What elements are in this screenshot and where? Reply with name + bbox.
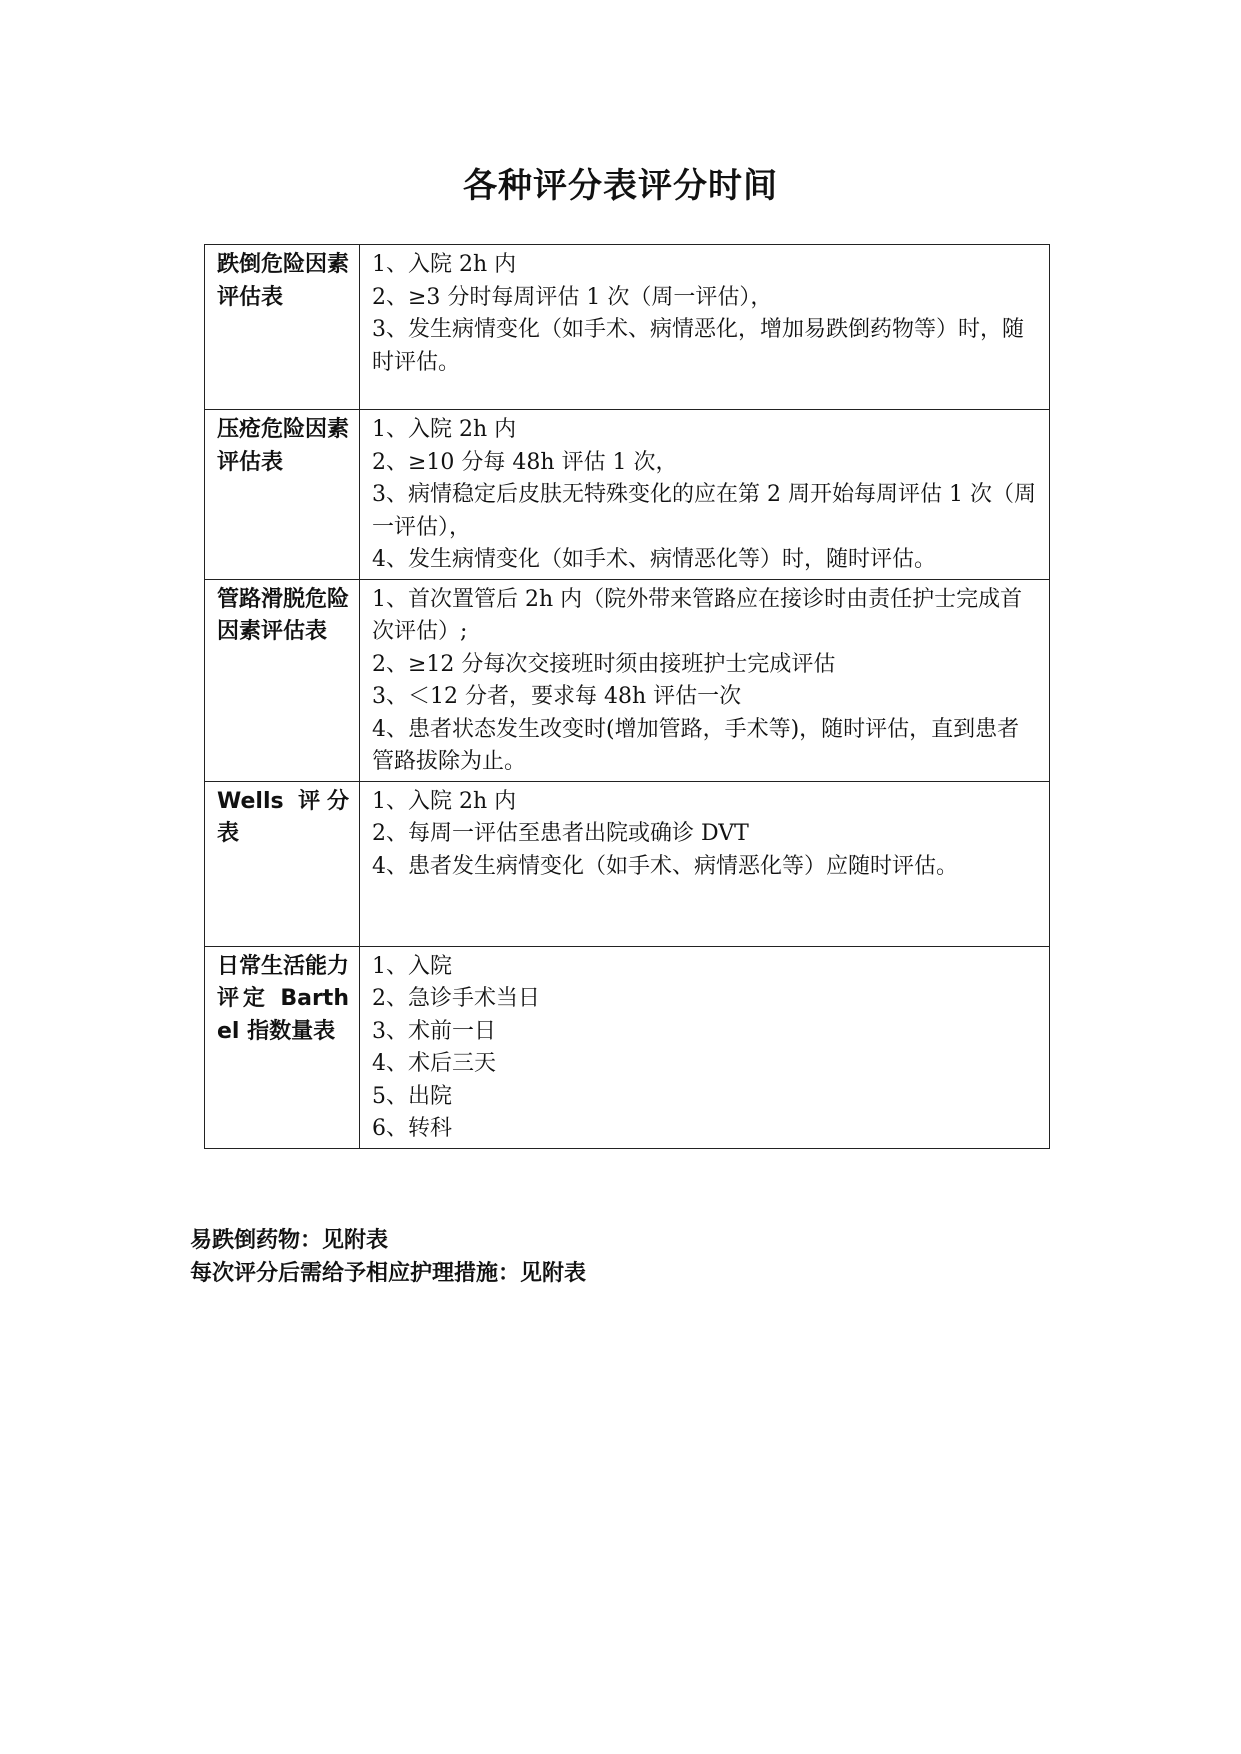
row-name-tube-slip: 管路滑脱危险因素评估表 — [205, 579, 360, 781]
row-name-wells: Wells 评分表 — [205, 781, 360, 946]
content-line: 1、入院 2h 内 — [372, 417, 517, 442]
content-line: 5、出院 — [372, 1083, 452, 1109]
content-line: 3、术前一日 — [372, 1018, 496, 1044]
table-row — [205, 781, 1050, 946]
row-content-wells — [360, 781, 1050, 946]
content-line: 1、入院 2h 内 — [372, 788, 517, 814]
content-line: 6、转科 — [372, 1116, 452, 1141]
row-name-pressure-ulcer: 压疮危险因素评估表 — [205, 410, 360, 580]
footer-note-fall-drugs: 易跌倒药物：见附表 — [190, 1228, 389, 1253]
row-content-fall-risk — [360, 245, 1050, 410]
content-line: 2、≥10 分每 48h 评估 1 次， — [372, 449, 678, 475]
table-row — [205, 579, 1050, 781]
score-schedule-table — [204, 244, 1050, 1149]
content-line: 4、患者状态发生改变时(增加管路，手术等)，随时评估，直到患者管路拔除为止。 — [372, 716, 1020, 774]
content-line: 2、≥12 分每次交接班时须由接班护士完成评估 — [372, 651, 836, 677]
content-line: 1、首次置管后 2h 内（院外带来管路应在接诊时由责任护士完成首次评估）; — [372, 586, 1023, 644]
row-name-barthel: 日常生活能力评定 Barthel 指数量表 — [205, 946, 360, 1148]
content-line: 3、发生病情变化（如手术、病情恶化，增加易跌倒药物等）时，随时评估。 — [372, 317, 1024, 375]
page-title: 各种评分表评分时间 — [463, 166, 778, 206]
content-line: 4、术后三天 — [372, 1051, 496, 1076]
content-line: 2、每周一评估至患者出院或确诊 DVT — [372, 821, 749, 846]
table-row — [205, 946, 1050, 1148]
table-row — [205, 410, 1050, 580]
content-line: 1、入院 2h 内 — [372, 252, 517, 277]
content-line: 2、≥3 分时每周评估 1 次（周一评估）， — [372, 284, 773, 310]
content-line: 2、急诊手术当日 — [372, 986, 540, 1011]
row-content-barthel — [360, 946, 1050, 1148]
content-line: 3、病情稳定后皮肤无特殊变化的应在第 2 周开始每周评估 1 次（周一评估）， — [372, 482, 1036, 540]
row-content-pressure-ulcer — [360, 410, 1050, 580]
footer-note-nursing-measures: 每次评分后需给予相应护理措施：见附表 — [190, 1261, 587, 1286]
table-row — [205, 245, 1050, 410]
content-line: 3、＜12 分者，要求每 48h 评估一次 — [372, 684, 742, 709]
row-name-fall-risk: 跌倒危险因素评估表 — [205, 245, 360, 410]
content-line: 1、入院 — [372, 953, 452, 979]
row-content-tube-slip — [360, 579, 1050, 781]
content-line: 4、发生病情变化（如手术、病情恶化等）时，随时评估。 — [372, 547, 936, 572]
content-line: 4、患者发生病情变化（如手术、病情恶化等）应随时评估。 — [372, 853, 958, 879]
